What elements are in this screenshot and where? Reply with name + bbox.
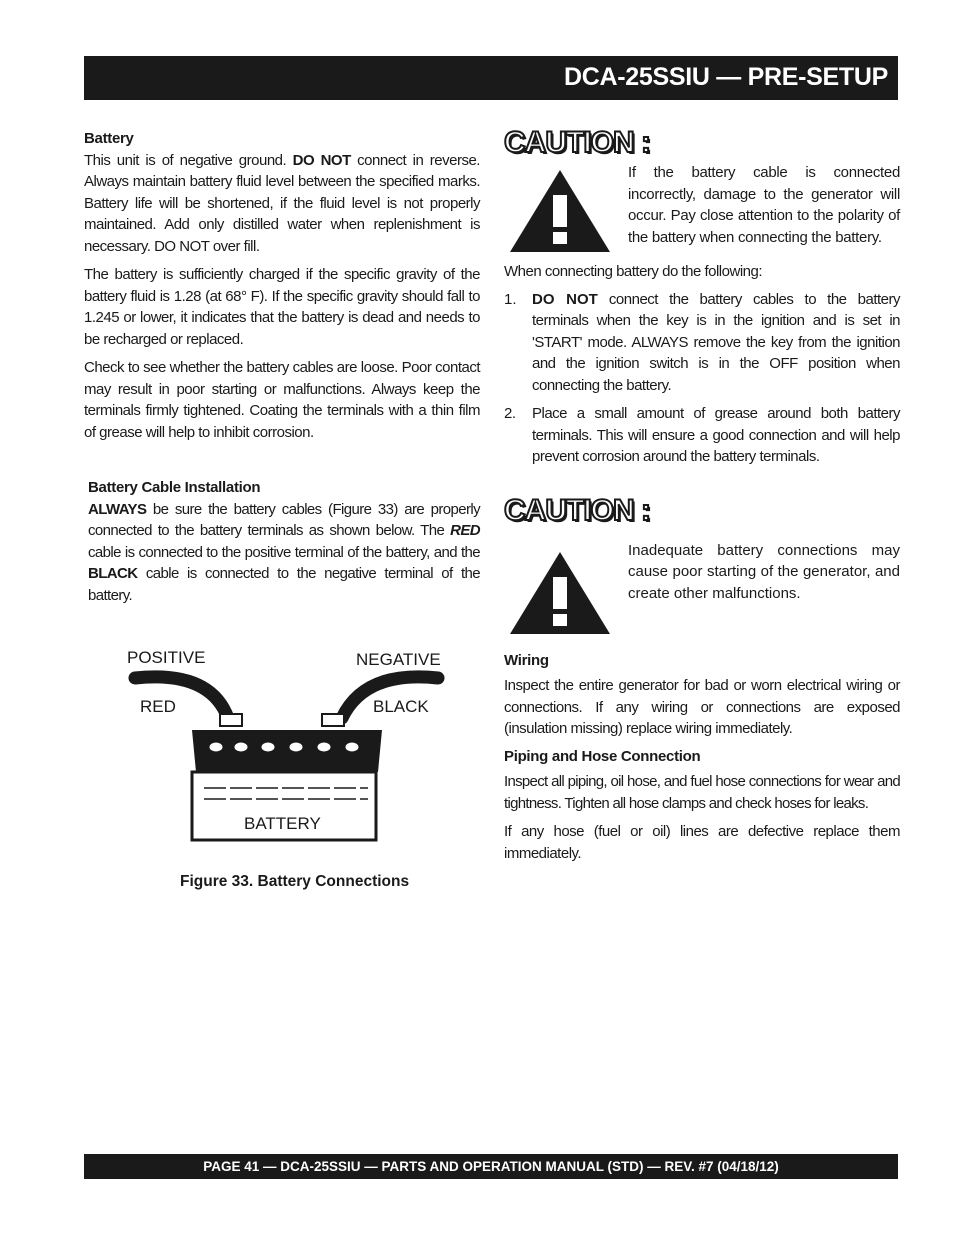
battery-label: BATTERY bbox=[244, 814, 321, 833]
connect-step-1 bbox=[504, 289, 900, 397]
battery-illustration bbox=[120, 640, 460, 850]
caution-1-title: CAUTION : bbox=[504, 126, 650, 159]
piping-heading: Piping and Hose Connection bbox=[504, 747, 701, 765]
step-1-text: connect the battery cables to the battery terminals when the key is in the ignition and is set in 'START' mode. ALWAYS remove the key from the ignition and the ignition switch is in the OFF position when connecting the battery. bbox=[532, 290, 900, 394]
warning-triangle-icon bbox=[508, 168, 612, 254]
cable-text-1: be sure the battery cables (Figure 33) are properly connected to the battery terminals as shown below. The bbox=[88, 500, 480, 539]
battery-heading: Battery bbox=[84, 130, 134, 147]
step-1-number: 1. bbox=[504, 290, 517, 308]
battery-p1-text-a: This unit is of negative ground. bbox=[84, 151, 293, 169]
step-2-text: Place a small amount of grease around both battery terminals. This will ensure a good connection and will help prevent corrosion around the battery terminals. bbox=[532, 405, 900, 465]
positive-label: POSITIVE bbox=[127, 648, 206, 667]
battery-paragraph-1 bbox=[84, 150, 480, 258]
black-label: BLACK bbox=[373, 697, 429, 716]
negative-clamp bbox=[322, 714, 344, 726]
red-label: RED bbox=[140, 697, 176, 716]
caution-1-box bbox=[504, 162, 900, 248]
cable-text-2: cable is connected to the positive terminal of the battery, and the bbox=[88, 543, 480, 561]
page-title: DCA-25SSIU — PRE-SETUP bbox=[563, 63, 888, 91]
negative-label: NEGATIVE bbox=[356, 650, 441, 669]
right-column bbox=[504, 128, 900, 864]
battery-p1-do-not: DO NOT bbox=[292, 151, 351, 169]
battery-paragraph-3: Check to see whether the battery cables are loose. Poor contact may result in poor starting or malfunctions. Always keep the terminals firmly tightened. Coating the terminals with a thin film of grease will help to inhibit corrosion. bbox=[84, 359, 480, 441]
connect-intro: When connecting battery do the following: bbox=[504, 263, 763, 280]
cable-text-3: cable is connected to the negative terminal of the battery. bbox=[88, 565, 480, 604]
caution-2-box bbox=[504, 530, 900, 650]
caution-2-text: Inadequate battery connections may cause poor starting of the generator, and create other malfunctions. bbox=[628, 541, 900, 602]
cable-install-paragraph bbox=[88, 499, 480, 607]
black-text: BLACK bbox=[88, 565, 138, 582]
figure-caption: Figure 33. Battery Connections bbox=[180, 873, 410, 890]
wiring-heading: Wiring bbox=[504, 651, 549, 669]
caution-1-text: If the battery cable is connected incorrectly, damage to the generator will occur. Pay close attention to the polarity of the battery when connecting the battery. bbox=[628, 164, 900, 246]
piping-paragraph-2: If any hose (fuel or oil) lines are defective replace them immediately. bbox=[504, 823, 900, 862]
cable-install-heading: Battery Cable Installation bbox=[88, 479, 261, 496]
always-text: ALWAYS bbox=[88, 500, 147, 518]
left-column bbox=[84, 128, 480, 606]
header-bar bbox=[84, 56, 898, 100]
step-2-number: 2. bbox=[504, 405, 516, 422]
battery-p1-text-c: connect in reverse. Always maintain battery fluid level between the specified marks. Battery life will be shortened, if the fluid level is not properly maintained. Add only distilled water when replenishment is necessary. DO NOT over fill. bbox=[84, 151, 480, 255]
positive-clamp bbox=[220, 714, 242, 726]
wiring-text: Inspect the entire generator for bad or worn electrical wiring or connections. If any wiring or connections are exposed (insulation missing) replace wiring immediately. bbox=[504, 677, 900, 737]
connect-step-2 bbox=[504, 403, 900, 468]
warning-triangle-icon bbox=[508, 550, 612, 636]
piping-paragraph-1: Inspect all piping, oil hose, and fuel hose connections for wear and tightness. Tighten all hose clamps and check hoses for leaks. bbox=[504, 773, 900, 812]
footer-text: PAGE 41 — DCA-25SSIU — PARTS AND OPERATION MANUAL (STD) — REV. #7 (04/18/12) bbox=[203, 1159, 779, 1174]
battery-figure bbox=[120, 640, 460, 850]
footer-bar bbox=[84, 1154, 898, 1179]
red-text: RED bbox=[450, 522, 480, 539]
battery-paragraph-2: The battery is sufficiently charged if the specific gravity of the battery fluid is 1.28 (at 68° F). If the specific gravity should fall to 1.245 or lower, it indicates that the battery is dead and needs to be recharged or replaced. bbox=[84, 266, 480, 348]
caution-2-title: CAUTION : bbox=[504, 493, 650, 527]
step-1-bold: DO NOT bbox=[532, 290, 598, 308]
